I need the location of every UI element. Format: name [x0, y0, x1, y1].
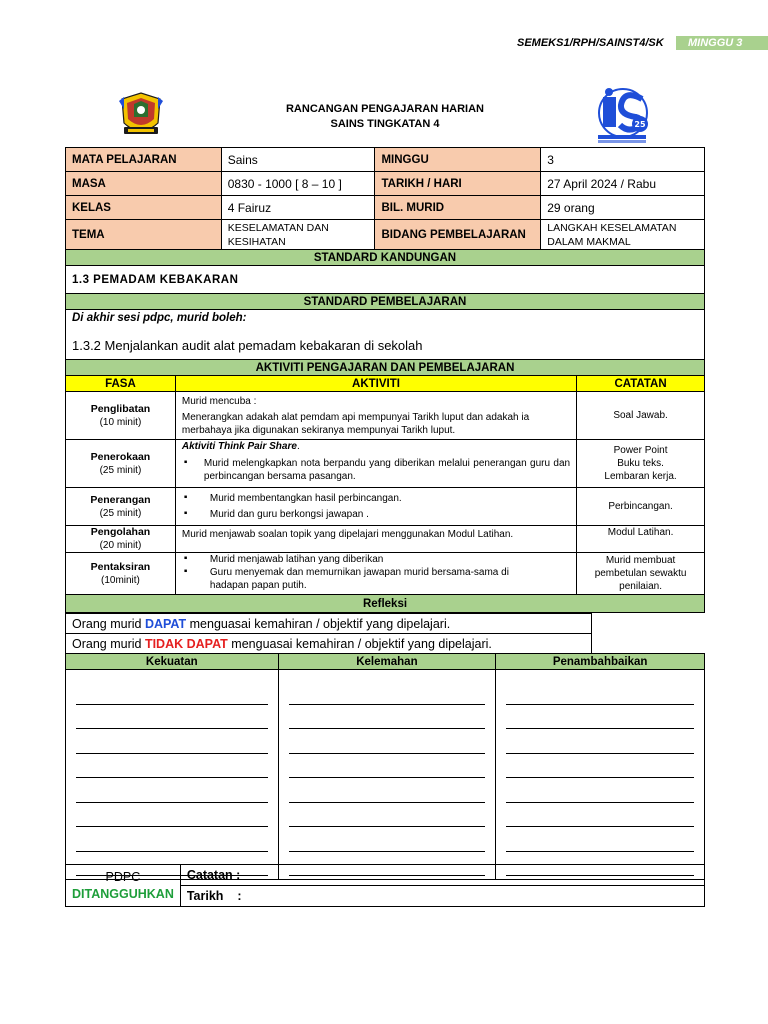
- pdpc-status: DITANGGUHKAN: [72, 886, 174, 901]
- catatan-cell: [577, 440, 705, 488]
- activities-header: AKTIVITI PENGAJARAN DAN PEMBELAJARAN: [66, 360, 705, 376]
- kelemahan-header: Kelemahan: [278, 654, 496, 670]
- evaluation-table: [65, 653, 705, 880]
- kekuatan-lines[interactable]: [66, 670, 279, 880]
- minggu-value: 3: [541, 148, 705, 172]
- fasa-duration: (25 minit): [99, 507, 142, 519]
- catatan-cell: Murid membuat pembetulan sewaktu penilaian.: [577, 553, 705, 595]
- title-line-2: SAINS TINGKATAN 4: [330, 118, 440, 130]
- fasa-duration: (10minit): [100, 574, 140, 586]
- activity-row-penerokaan: [66, 440, 705, 488]
- pdpc-table: [65, 864, 705, 907]
- activity-row-pengolahan: [66, 526, 705, 553]
- tema-value: KESELAMATAN DAN KESIHATAN: [221, 220, 375, 250]
- fasa-cell: [66, 553, 176, 595]
- catatan-cell: Modul Latihan.: [577, 526, 705, 553]
- aktiviti-intro: [182, 440, 570, 453]
- tarikh-value: 27 April 2024 / Rabu: [541, 172, 705, 196]
- penambahbaikan-lines[interactable]: [496, 670, 705, 880]
- minggu-label: MINGGU: [375, 148, 541, 172]
- fasa-name: Pentaksiran: [90, 560, 151, 573]
- week-badge: MINGGU 3: [676, 36, 768, 50]
- activity-row-penerangan: [66, 488, 705, 526]
- penambahbaikan-header: Penambahbaikan: [496, 654, 705, 670]
- activity-row-penglibatan: [66, 392, 705, 440]
- mata-pelajaran-value: Sains: [221, 148, 375, 172]
- tarikh-label: TARIKH / HARI: [375, 172, 541, 196]
- fasa-duration: (20 minit): [99, 540, 142, 551]
- masa-value: 0830 - 1000 [ 8 – 10 ]: [221, 172, 375, 196]
- aktiviti-cell: [175, 553, 576, 595]
- lesson-info-table: [65, 147, 705, 250]
- sp-intro: Di akhir sesi pdpc, murid boleh:: [72, 312, 247, 324]
- refleksi-suffix: menguasai kemahiran / objektif yang dipelajari.: [186, 616, 451, 631]
- fasa-name: Penglibatan: [90, 402, 151, 415]
- fasa-name: Penerangan: [90, 493, 151, 506]
- pdpc-label: PDPC: [105, 869, 141, 884]
- col-aktiviti: AKTIVITI: [175, 376, 576, 392]
- fasa-duration: (10 minit): [99, 416, 142, 428]
- fasa-duration: (25 minit): [99, 464, 142, 476]
- refleksi-dapat: [66, 614, 592, 634]
- col-catatan: CATATAN: [577, 376, 705, 392]
- document-code: SEMEKS1/RPH/SAINST4/SK: [517, 37, 664, 49]
- bidang-value: LANGKAH KESELAMATAN DALAM MAKMAL: [541, 220, 705, 250]
- dapat-highlight: DAPAT: [144, 616, 187, 631]
- col-fasa: FASA: [66, 376, 176, 392]
- document-title: [160, 102, 610, 132]
- aktiviti-text: Menerangkan adakah alat pemdam api mempunyai Tarikh luput dan adakah ia merbahaya jika digunakan sekiranya mempunyai Tarikh luput.: [181, 411, 530, 436]
- catatan-line: Lembaran kerja.: [604, 471, 677, 482]
- kelas-label: KELAS: [66, 196, 222, 220]
- refleksi-table: [65, 613, 592, 654]
- catatan-cell: Perbincangan.: [577, 488, 705, 526]
- fasa-cell: [66, 488, 176, 526]
- refleksi-tidak-dapat: [66, 634, 592, 654]
- pdpc-tarikh[interactable]: Tarikh :: [180, 886, 704, 907]
- standards-activities-table: [65, 249, 705, 613]
- aktiviti-bullet: ▪ Murid melengkapkan nota berpandu yang diberikan melalui penerangan guru dan perbincangan bersama pasangan.: [182, 457, 570, 483]
- tidak-dapat-highlight: TIDAK DAPAT: [144, 636, 228, 651]
- sp-content: [66, 310, 705, 360]
- fasa-name: Pengolahan: [90, 526, 151, 538]
- aktiviti-cell: [175, 440, 576, 488]
- catatan-line: Power Point: [613, 445, 668, 456]
- refleksi-prefix: Orang murid: [72, 636, 145, 651]
- catatan-line: Buku teks.: [617, 458, 664, 469]
- fasa-cell: [66, 392, 176, 440]
- refleksi-prefix: Orang murid: [72, 616, 145, 631]
- sp-header: STANDARD PEMBELAJARAN: [66, 294, 705, 310]
- pdpc-catatan[interactable]: Catatan :: [180, 865, 704, 886]
- aktiviti-bullet: ▪ Murid menjawab latihan yang diberikan: [182, 553, 570, 566]
- fasa-name: Penerokaan: [90, 450, 151, 463]
- sp-value: 1.3.2 Menjalankan audit alat pemadam kebakaran di sekolah: [72, 338, 423, 353]
- pdpc-status-cell: [66, 865, 181, 907]
- logo-number: 25: [634, 120, 646, 129]
- tema-label: TEMA: [66, 220, 222, 250]
- aktiviti-intro: Murid mencuba :: [181, 395, 257, 407]
- catatan-cell: Soal Jawab.: [577, 392, 705, 440]
- bil-murid-label: BIL. MURID: [375, 196, 541, 220]
- sk-header: STANDARD KANDUNGAN: [66, 250, 705, 266]
- bil-murid-value: 29 orang: [541, 196, 705, 220]
- aktiviti-intro-dot: .: [296, 441, 300, 452]
- refleksi-suffix: menguasai kemahiran / objektif yang dipelajari.: [227, 636, 492, 651]
- aktiviti-cell: [175, 392, 576, 440]
- fasa-cell: [66, 526, 176, 553]
- aktiviti-bullet: ▪ Murid dan guru berkongsi jawapan .: [182, 508, 570, 521]
- aktiviti-intro-bold: Aktiviti Think Pair Share: [181, 441, 297, 452]
- masa-label: MASA: [66, 172, 222, 196]
- title-line-1: RANCANGAN PENGAJARAN HARIAN: [285, 103, 484, 115]
- refleksi-header: Refleksi: [66, 595, 705, 613]
- kelemahan-lines[interactable]: [278, 670, 496, 880]
- sk-value: 1.3 PEMADAM KEBAKARAN: [66, 266, 705, 294]
- kekuatan-header: Kekuatan: [66, 654, 279, 670]
- activity-row-pentaksiran: [66, 553, 705, 595]
- aktiviti-cell: [175, 488, 576, 526]
- aktiviti-bullet: ▪ Murid membentangkan hasil perbincangan.: [182, 492, 570, 505]
- fasa-cell: [66, 440, 176, 488]
- aktiviti-bullet: ▪ Guru menyemak dan memurnikan jawapan murid bersama-sama di hadapan papan putih.: [182, 566, 570, 592]
- school-crest-logo: [118, 89, 164, 141]
- bidang-label: BIDANG PEMBELAJARAN: [375, 220, 541, 250]
- mata-pelajaran-label: MATA PELAJARAN: [66, 148, 222, 172]
- kelas-value: 4 Fairuz: [221, 196, 375, 220]
- aktiviti-cell: Murid menjawab soalan topik yang dipelajari menggunakan Modul Latihan.: [175, 526, 576, 553]
